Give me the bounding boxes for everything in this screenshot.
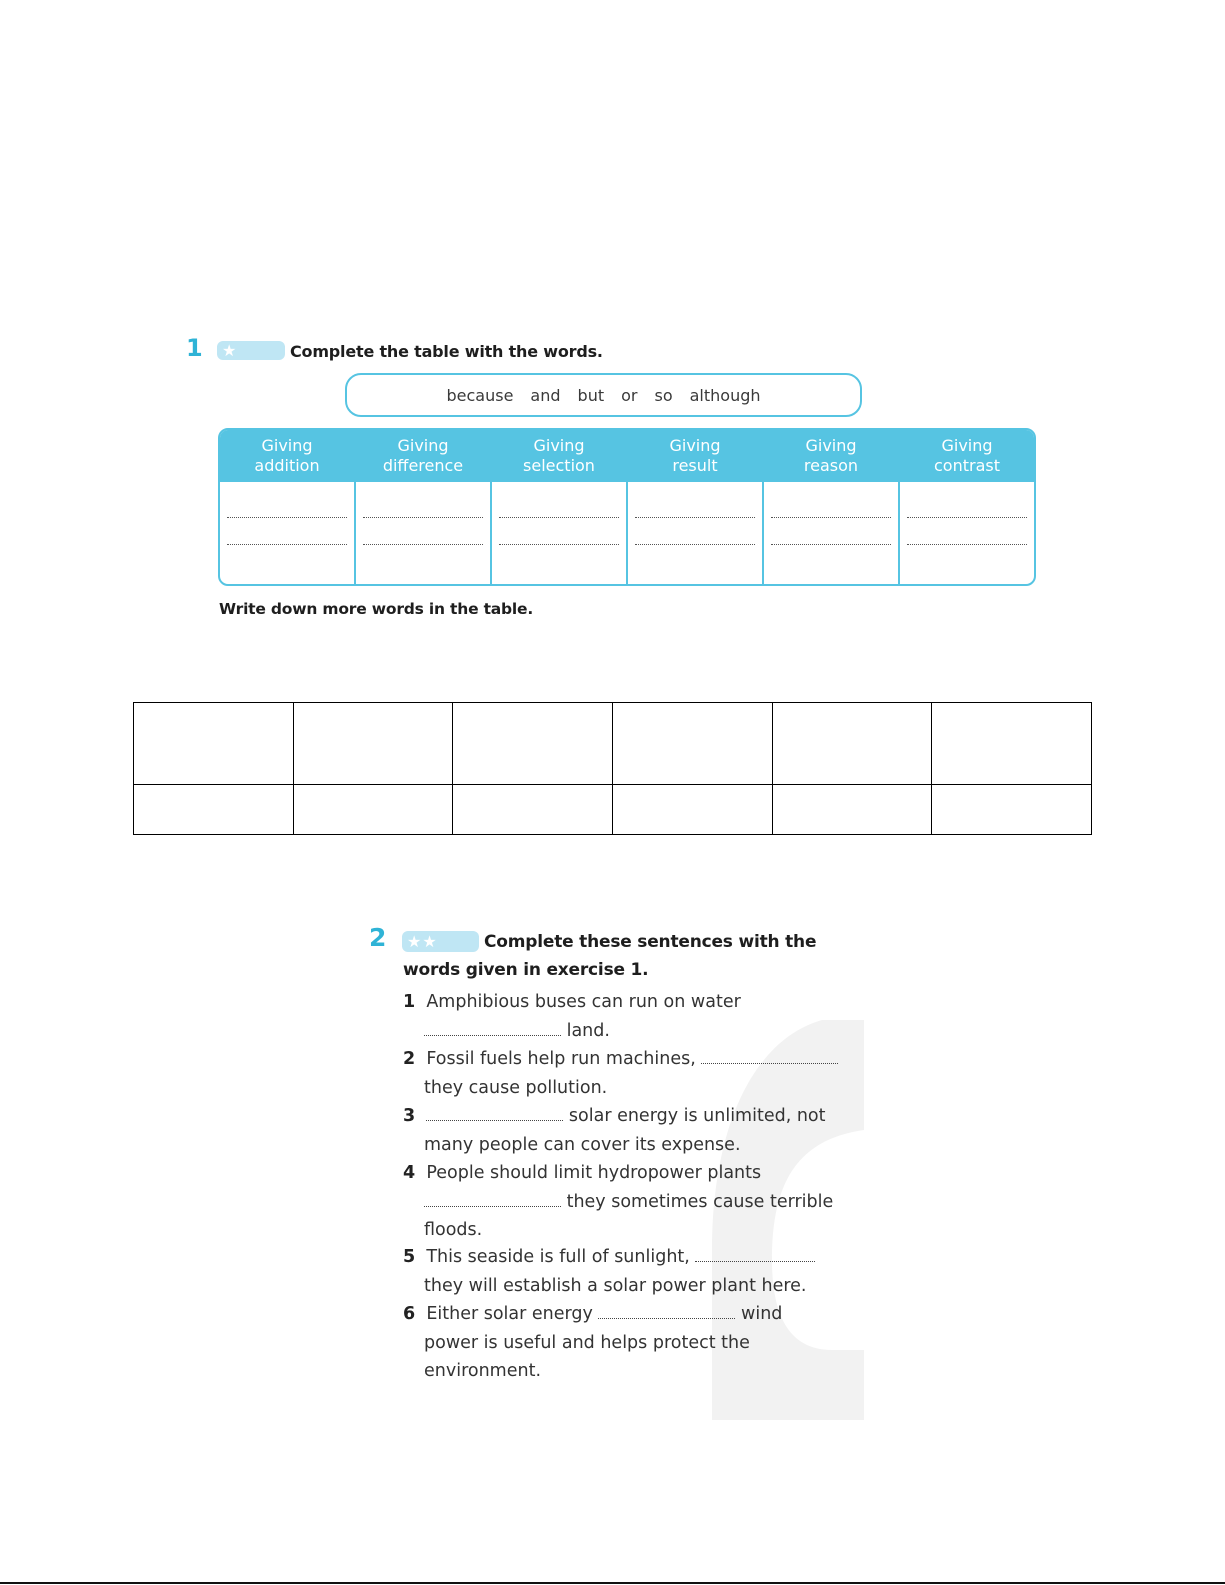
column-header: Giving selection bbox=[492, 430, 626, 482]
answer-blank[interactable] bbox=[771, 544, 891, 545]
sentence-1: 1 Amphibious buses can run on water land. bbox=[403, 992, 741, 1041]
table-cell[interactable] bbox=[612, 703, 772, 785]
word: but bbox=[577, 385, 605, 405]
column-header: Giving addition bbox=[220, 430, 354, 482]
column-header: Giving reason bbox=[764, 430, 898, 482]
answer-blank[interactable] bbox=[635, 544, 755, 545]
answer-blank[interactable] bbox=[363, 544, 483, 545]
table-cell[interactable] bbox=[932, 784, 1092, 834]
answer-blank[interactable] bbox=[363, 517, 483, 518]
sentence-5: 5 This seaside is full of sunlight, they will establish a solar power plant here. bbox=[403, 1243, 843, 1300]
answer-blank[interactable] bbox=[771, 517, 891, 518]
column-selection bbox=[490, 430, 626, 584]
answer-blank[interactable] bbox=[598, 1317, 735, 1319]
word: although bbox=[689, 385, 761, 405]
answer-blank[interactable] bbox=[907, 544, 1027, 545]
answer-blank[interactable] bbox=[227, 544, 347, 545]
table-cell[interactable] bbox=[293, 703, 453, 785]
table-cell[interactable] bbox=[612, 784, 772, 834]
answer-blank[interactable] bbox=[227, 517, 347, 518]
exercise-1-number: 1 bbox=[186, 334, 203, 362]
exercise-2-instruction-line2: words given in exercise 1. bbox=[403, 960, 649, 980]
answer-blank[interactable] bbox=[907, 517, 1027, 518]
column-addition bbox=[220, 430, 354, 584]
exercise-2-number: 2 bbox=[369, 923, 387, 952]
column-difference bbox=[354, 430, 490, 584]
column-header: Giving contrast bbox=[900, 430, 1034, 482]
answer-blank[interactable] bbox=[426, 1119, 563, 1121]
table-cell[interactable] bbox=[772, 703, 932, 785]
sentence-3: 3 solar energy is unlimited, not many people can cover its expense. bbox=[403, 1106, 826, 1155]
table-cell[interactable] bbox=[453, 703, 613, 785]
word: and bbox=[530, 385, 561, 405]
one-star-badge: ★ bbox=[217, 341, 285, 360]
column-result bbox=[626, 430, 762, 584]
column-header: Giving result bbox=[628, 430, 762, 482]
empty-answer-table bbox=[133, 702, 1092, 835]
answer-blank[interactable] bbox=[499, 517, 619, 518]
exercise-1-footer: Write down more words in the table. bbox=[219, 600, 534, 618]
answer-blank[interactable] bbox=[424, 1205, 561, 1207]
table-cell[interactable] bbox=[293, 784, 453, 834]
answer-blank[interactable] bbox=[635, 517, 755, 518]
sentence-6: 6 Either solar energy wind power is useful and helps protect the environment. bbox=[403, 1304, 783, 1381]
answer-blank[interactable] bbox=[695, 1260, 815, 1262]
table-cell[interactable] bbox=[134, 703, 294, 785]
word: or bbox=[621, 385, 638, 405]
column-header: Giving difference bbox=[356, 430, 490, 482]
word: because bbox=[446, 385, 514, 405]
category-table bbox=[218, 428, 1036, 586]
table-cell[interactable] bbox=[772, 784, 932, 834]
exercise-1-instruction: Complete the table with the words. bbox=[290, 342, 603, 361]
table-cell[interactable] bbox=[134, 784, 294, 834]
exercise-2-instruction-line1: Complete these sentences with the bbox=[484, 932, 817, 952]
sentence-4: 4 People should limit hydropower plants they sometimes cause terrible floods. bbox=[403, 1163, 834, 1240]
answer-blank[interactable] bbox=[701, 1062, 838, 1064]
answer-blank[interactable] bbox=[424, 1034, 561, 1036]
column-contrast bbox=[898, 430, 1034, 584]
table-cell[interactable] bbox=[932, 703, 1092, 785]
sentence-2: 2 Fossil fuels help run machines, they cause pollution. bbox=[403, 1045, 843, 1102]
two-star-badge: ★★ bbox=[402, 931, 479, 952]
word: so bbox=[654, 385, 673, 405]
column-reason bbox=[762, 430, 898, 584]
bottom-rule bbox=[0, 1582, 1225, 1584]
answer-blank[interactable] bbox=[499, 544, 619, 545]
word-box bbox=[345, 373, 862, 417]
table-cell[interactable] bbox=[453, 784, 613, 834]
